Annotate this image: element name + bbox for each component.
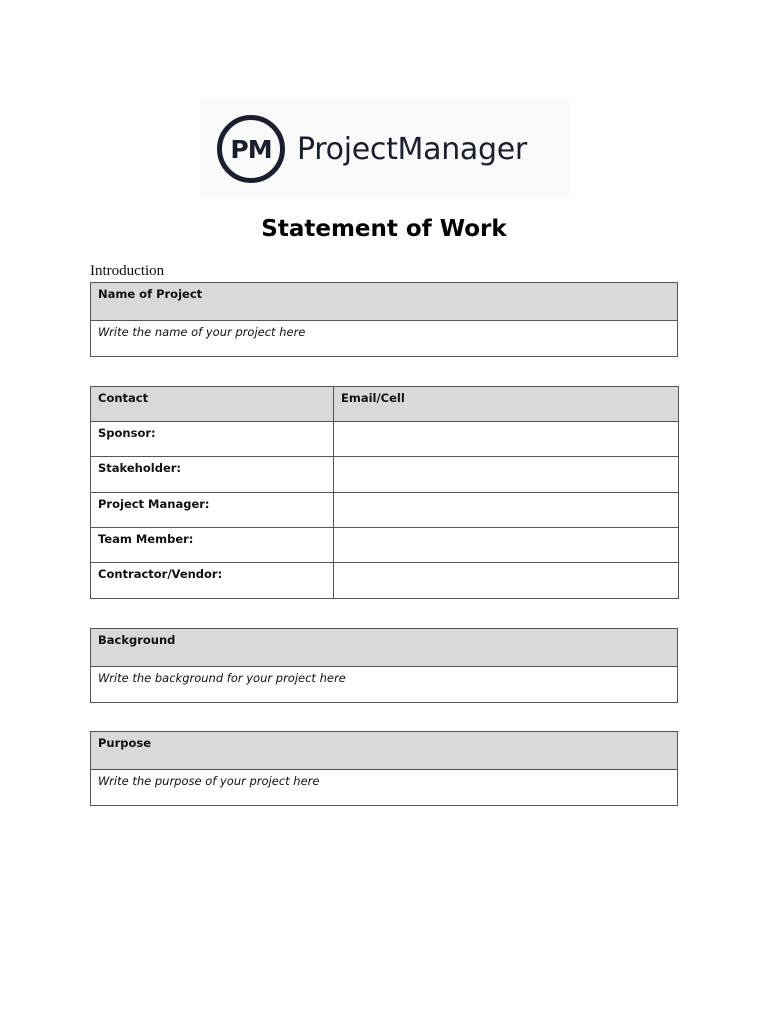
table-row	[91, 528, 679, 563]
purpose-table	[90, 731, 678, 806]
contact-value-sponsor[interactable]	[334, 422, 679, 457]
table-row	[91, 493, 679, 528]
table-row	[91, 422, 679, 457]
contact-label-project-manager: Project Manager:	[91, 493, 334, 528]
project-name-table	[90, 282, 678, 357]
contact-value-project-manager[interactable]	[334, 493, 679, 528]
contact-label-sponsor: Sponsor:	[91, 422, 334, 457]
project-name-field[interactable]: Write the name of your project here	[91, 321, 678, 357]
pm-logo-mark: PM	[217, 115, 285, 183]
table-row	[91, 563, 679, 599]
contact-label-stakeholder: Stakeholder:	[91, 457, 334, 493]
contact-label-team-member: Team Member:	[91, 528, 334, 563]
introduction-label: Introduction	[90, 263, 165, 279]
document-title: Statement of Work	[261, 216, 507, 242]
contacts-table	[90, 386, 679, 599]
contact-column-header: Contact	[91, 387, 334, 422]
contact-value-stakeholder[interactable]	[334, 457, 679, 493]
projectmanager-logo	[200, 100, 570, 198]
background-header: Background	[91, 629, 678, 667]
email-cell-column-header: Email/Cell	[334, 387, 679, 422]
table-row	[91, 457, 679, 493]
contact-value-team-member[interactable]	[334, 528, 679, 563]
purpose-header: Purpose	[91, 732, 678, 770]
logo-wordmark: ProjectManager	[297, 131, 527, 167]
background-table	[90, 628, 678, 703]
background-field[interactable]: Write the background for your project here	[91, 667, 678, 703]
project-name-header: Name of Project	[91, 283, 678, 321]
contact-label-contractor-vendor: Contractor/Vendor:	[91, 563, 334, 599]
contact-value-contractor-vendor[interactable]	[334, 563, 679, 599]
purpose-field[interactable]: Write the purpose of your project here	[91, 770, 678, 806]
